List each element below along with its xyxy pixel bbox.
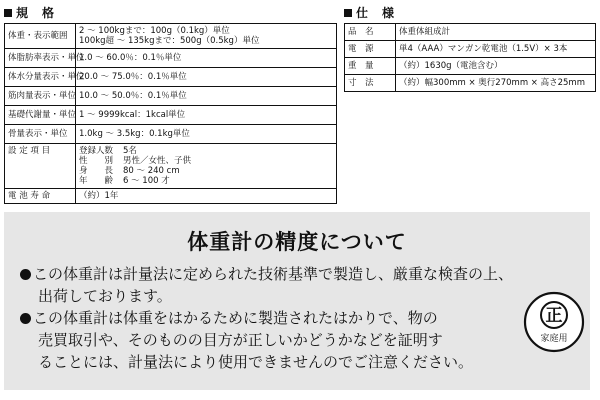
- spec-value: 1.0 ～ 60.0％：0.1％単位: [76, 49, 337, 68]
- notice-line: この体重計は計量法に定められた技術基準で製造し、厳重な検査の上、: [20, 265, 513, 283]
- spec-value: 1.0kg ～ 3.5kg：0.1kg単位: [76, 125, 337, 144]
- specs-heading: 規 格: [4, 4, 55, 21]
- specs-table: [4, 23, 337, 204]
- shiyou-table: [344, 23, 596, 92]
- notice-line: ることには、計量法により使用できませんのでご注意ください。: [38, 353, 474, 371]
- spec-label: 筋肉量表示・単位: [5, 87, 76, 106]
- shiyou-label: 寸 法: [345, 75, 396, 92]
- settings-list: 登録人数 5名 性 別 男性／女性、子供 身 長 80 ～ 240 cm 年 齢 6 ～ 100 才: [76, 144, 337, 189]
- spec-value: 20.0 ～ 75.0％：0.1％単位: [76, 68, 337, 87]
- shiyou-value: 単4（AAA）マンガン乾電池（1.5V）× 3本: [396, 41, 596, 58]
- table-row: [345, 24, 596, 41]
- shiyou-value: （約）1630g（電池含む）: [396, 58, 596, 75]
- shiyou-heading: 仕 様: [344, 4, 395, 21]
- household-use-seal-icon: [522, 290, 586, 354]
- square-bullet-icon: [4, 9, 12, 17]
- spec-value: 1 ～ 9999kcal：1kcal単位: [76, 106, 337, 125]
- spec-value: 10.0 ～ 50.0％：0.1％単位: [76, 87, 337, 106]
- table-row: [345, 41, 596, 58]
- precision-notice-box: [4, 212, 590, 390]
- spec-label: 骨量表示・単位: [5, 125, 76, 144]
- square-bullet-icon: [344, 9, 352, 17]
- shiyou-label: 電 源: [345, 41, 396, 58]
- table-row: [5, 49, 337, 68]
- table-row: [345, 58, 596, 75]
- notice-line: 売買取引や、そのものの目方が正しいかどうかなどを証明す: [38, 331, 443, 349]
- table-row: [5, 68, 337, 87]
- notice-title: 体重計の精度について: [187, 230, 407, 254]
- spec-label: 設 定 項 目: [5, 144, 76, 189]
- shiyou-label: 品 名: [345, 24, 396, 41]
- table-row: [5, 144, 337, 189]
- seal-label: 家庭用: [540, 334, 568, 344]
- table-row: [5, 189, 337, 204]
- shiyou-value: （約）幅300mm × 奥行270mm × 高さ25mm: [396, 75, 596, 92]
- spec-label: 体水分量表示・単位: [5, 68, 76, 87]
- spec-label: 体重・表示範囲: [5, 24, 76, 49]
- spec-value: （約）1年: [76, 189, 337, 204]
- shiyou-label: 重 量: [345, 58, 396, 75]
- bullet-icon: [20, 313, 31, 324]
- bullet-icon: [20, 269, 31, 280]
- table-row: [5, 125, 337, 144]
- spec-label: 電 池 寿 命: [5, 189, 76, 204]
- table-row: [5, 106, 337, 125]
- seal-mark: 正: [545, 306, 563, 326]
- spec-label: 体脂肪率表示・単位: [5, 49, 76, 68]
- notice-line: 出荷しております。: [38, 287, 172, 305]
- spec-value: 2 ～ 100kgまで：100g（0.1kg）単位 100kg超 ～ 135kgまで：500g（0.5kg）単位: [76, 24, 337, 49]
- table-row: [5, 87, 337, 106]
- shiyou-value: 体重体組成計: [396, 24, 596, 41]
- spec-label: 基礎代謝量・単位: [5, 106, 76, 125]
- notice-line: この体重計は体重をはかるために製造されたはかりで、物の: [20, 309, 438, 327]
- table-row: [345, 75, 596, 92]
- table-row: [5, 24, 337, 49]
